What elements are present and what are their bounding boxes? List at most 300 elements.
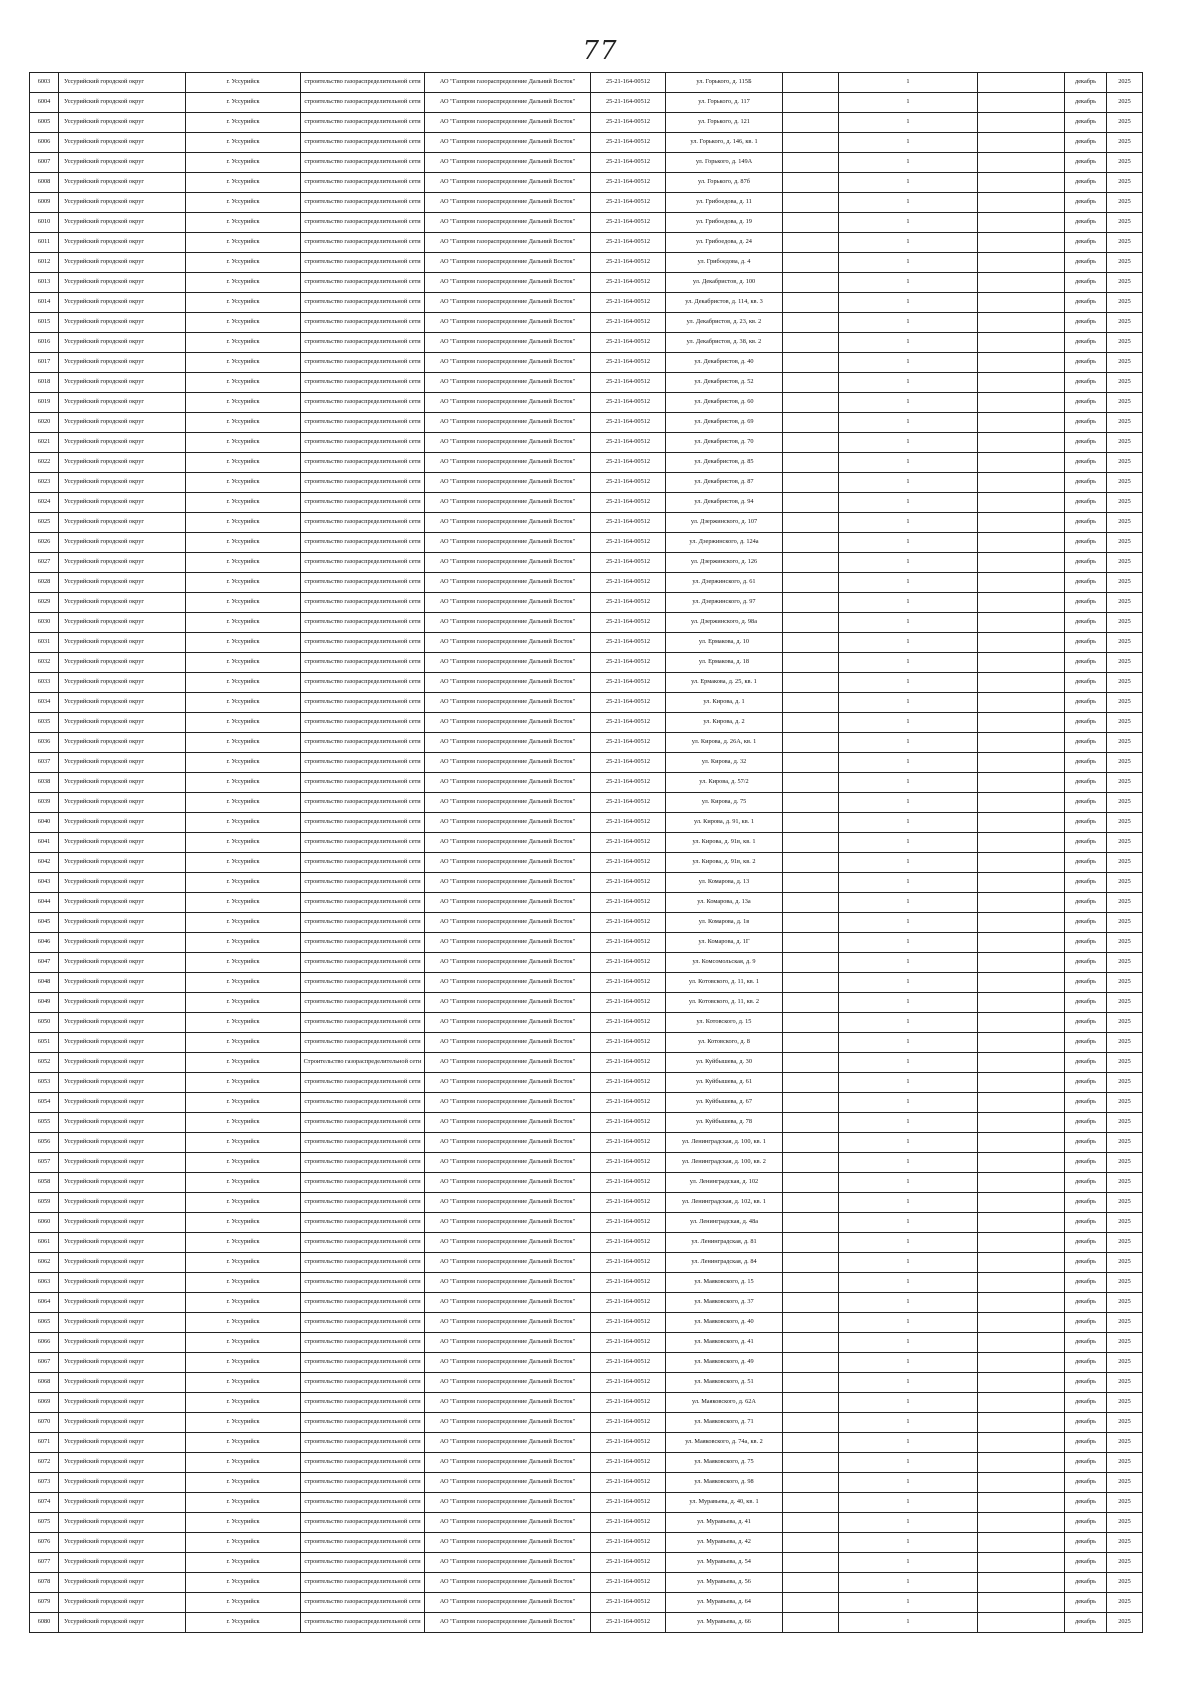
- row-number-cell: 6009: [30, 193, 59, 213]
- address-cell: ул. Куйбышева, д. 67: [666, 1093, 783, 1113]
- quantity-cell: 1: [839, 1213, 978, 1233]
- address-cell: ул. Ленинградская, д. 84: [666, 1253, 783, 1273]
- city-cell: г. Уссурийск: [186, 193, 301, 213]
- organization-cell: АО "Газпром газораспределение Дальний Восток": [425, 1133, 591, 1153]
- empty-cell: [978, 293, 1065, 313]
- city-cell: г. Уссурийск: [186, 493, 301, 513]
- empty-cell: [978, 533, 1065, 553]
- work-type-cell: строительство газораспределительной сети: [301, 473, 425, 493]
- table-row: [30, 453, 1143, 473]
- registry-code-cell: 25-21-164-00512: [591, 393, 666, 413]
- table-row: [30, 1313, 1143, 1333]
- city-cell: г. Уссурийск: [186, 653, 301, 673]
- empty-cell: [978, 1493, 1065, 1513]
- row-number-cell: 6032: [30, 653, 59, 673]
- city-cell: г. Уссурийск: [186, 933, 301, 953]
- year-cell: 2025: [1107, 1213, 1143, 1233]
- empty-cell: [978, 1553, 1065, 1573]
- work-type-cell: строительство газораспределительной сети: [301, 1493, 425, 1513]
- city-cell: г. Уссурийск: [186, 1433, 301, 1453]
- month-cell: декабрь: [1065, 333, 1107, 353]
- empty-cell: [978, 1573, 1065, 1593]
- organization-cell: АО "Газпром газораспределение Дальний Восток": [425, 1073, 591, 1093]
- month-cell: декабрь: [1065, 933, 1107, 953]
- empty-cell: [783, 813, 839, 833]
- month-cell: декабрь: [1065, 1313, 1107, 1333]
- month-cell: декабрь: [1065, 1593, 1107, 1613]
- empty-cell: [783, 373, 839, 393]
- row-number-cell: 6031: [30, 633, 59, 653]
- address-cell: ул. Куйбышева, д. 61: [666, 1073, 783, 1093]
- district-cell: Уссурийский городской округ: [59, 833, 186, 853]
- empty-cell: [978, 1193, 1065, 1213]
- district-cell: Уссурийский городской округ: [59, 1613, 186, 1633]
- quantity-cell: 1: [839, 893, 978, 913]
- row-number-cell: 6014: [30, 293, 59, 313]
- city-cell: г. Уссурийск: [186, 793, 301, 813]
- address-cell: ул. Комсомольская, д. 9: [666, 953, 783, 973]
- table-row: [30, 393, 1143, 413]
- table-row: [30, 253, 1143, 273]
- city-cell: г. Уссурийск: [186, 1593, 301, 1613]
- quantity-cell: 1: [839, 1353, 978, 1373]
- quantity-cell: 1: [839, 553, 978, 573]
- organization-cell: АО "Газпром газораспределение Дальний Восток": [425, 393, 591, 413]
- registry-code-cell: 25-21-164-00512: [591, 1593, 666, 1613]
- district-cell: Уссурийский городской округ: [59, 453, 186, 473]
- year-cell: 2025: [1107, 913, 1143, 933]
- address-cell: ул. Маяковского, д. 49: [666, 1353, 783, 1373]
- city-cell: г. Уссурийск: [186, 953, 301, 973]
- year-cell: 2025: [1107, 1313, 1143, 1333]
- row-number-cell: 6011: [30, 233, 59, 253]
- registry-code-cell: 25-21-164-00512: [591, 1433, 666, 1453]
- table-row: [30, 1413, 1143, 1433]
- work-type-cell: строительство газораспределительной сети: [301, 573, 425, 593]
- quantity-cell: 1: [839, 853, 978, 873]
- registry-code-cell: 25-21-164-00512: [591, 733, 666, 753]
- empty-cell: [978, 1233, 1065, 1253]
- empty-cell: [783, 833, 839, 853]
- work-type-cell: строительство газораспределительной сети: [301, 113, 425, 133]
- quantity-cell: 1: [839, 1293, 978, 1313]
- address-cell: ул. Дзержинского, д. 61: [666, 573, 783, 593]
- organization-cell: АО "Газпром газораспределение Дальний Восток": [425, 333, 591, 353]
- address-cell: ул. Декабристов, д. 38, кв. 2: [666, 333, 783, 353]
- table-row: [30, 953, 1143, 973]
- registry-code-cell: 25-21-164-00512: [591, 1493, 666, 1513]
- registry-code-cell: 25-21-164-00512: [591, 73, 666, 93]
- organization-cell: АО "Газпром газораспределение Дальний Восток": [425, 113, 591, 133]
- quantity-cell: 1: [839, 1413, 978, 1433]
- quantity-cell: 1: [839, 953, 978, 973]
- month-cell: декабрь: [1065, 233, 1107, 253]
- empty-cell: [978, 1373, 1065, 1393]
- empty-cell: [978, 893, 1065, 913]
- address-cell: ул. Ленинградская, д. 81: [666, 1233, 783, 1253]
- empty-cell: [978, 793, 1065, 813]
- table-row: [30, 213, 1143, 233]
- quantity-cell: 1: [839, 1173, 978, 1193]
- empty-cell: [978, 1613, 1065, 1633]
- row-number-cell: 6057: [30, 1153, 59, 1173]
- district-cell: Уссурийский городской округ: [59, 293, 186, 313]
- quantity-cell: 1: [839, 1553, 978, 1573]
- address-cell: ул. Кирова, д. 91, кв. 1: [666, 813, 783, 833]
- organization-cell: АО "Газпром газораспределение Дальний Восток": [425, 773, 591, 793]
- row-number-cell: 6071: [30, 1433, 59, 1453]
- month-cell: декабрь: [1065, 453, 1107, 473]
- work-type-cell: строительство газораспределительной сети: [301, 1033, 425, 1053]
- quantity-cell: 1: [839, 173, 978, 193]
- address-cell: ул. Кирова, д. 75: [666, 793, 783, 813]
- organization-cell: АО "Газпром газораспределение Дальний Восток": [425, 433, 591, 453]
- registry-code-cell: 25-21-164-00512: [591, 1133, 666, 1153]
- work-type-cell: строительство газораспределительной сети: [301, 493, 425, 513]
- month-cell: декабрь: [1065, 113, 1107, 133]
- address-cell: ул. Горького, д. 117: [666, 93, 783, 113]
- district-cell: Уссурийский городской округ: [59, 573, 186, 593]
- empty-cell: [978, 493, 1065, 513]
- month-cell: декабрь: [1065, 1013, 1107, 1033]
- registry-code-cell: 25-21-164-00512: [591, 1213, 666, 1233]
- table-row: [30, 973, 1143, 993]
- quantity-cell: 1: [839, 353, 978, 373]
- city-cell: г. Уссурийск: [186, 1273, 301, 1293]
- work-type-cell: строительство газораспределительной сети: [301, 233, 425, 253]
- work-type-cell: строительство газораспределительной сети: [301, 1233, 425, 1253]
- city-cell: г. Уссурийск: [186, 1053, 301, 1073]
- year-cell: 2025: [1107, 253, 1143, 273]
- month-cell: декабрь: [1065, 553, 1107, 573]
- address-cell: ул. Декабристов, д. 114, кв. 3: [666, 293, 783, 313]
- city-cell: г. Уссурийск: [186, 253, 301, 273]
- empty-cell: [978, 1093, 1065, 1113]
- district-cell: Уссурийский городской округ: [59, 1333, 186, 1353]
- registry-code-cell: 25-21-164-00512: [591, 493, 666, 513]
- registry-code-cell: 25-21-164-00512: [591, 1513, 666, 1533]
- year-cell: 2025: [1107, 1573, 1143, 1593]
- registry-code-cell: 25-21-164-00512: [591, 1553, 666, 1573]
- year-cell: 2025: [1107, 953, 1143, 973]
- organization-cell: АО "Газпром газораспределение Дальний Восток": [425, 673, 591, 693]
- empty-cell: [783, 1113, 839, 1133]
- row-number-cell: 6018: [30, 373, 59, 393]
- row-number-cell: 6010: [30, 213, 59, 233]
- registry-code-cell: 25-21-164-00512: [591, 653, 666, 673]
- district-cell: Уссурийский городской округ: [59, 1513, 186, 1533]
- year-cell: 2025: [1107, 1073, 1143, 1093]
- address-cell: ул. Ермакова, д. 18: [666, 653, 783, 673]
- empty-cell: [783, 1353, 839, 1373]
- empty-cell: [978, 553, 1065, 573]
- empty-cell: [783, 453, 839, 473]
- district-cell: Уссурийский городской округ: [59, 473, 186, 493]
- registry-code-cell: 25-21-164-00512: [591, 1253, 666, 1273]
- empty-cell: [978, 173, 1065, 193]
- year-cell: 2025: [1107, 1593, 1143, 1613]
- table-row: [30, 793, 1143, 813]
- empty-cell: [783, 733, 839, 753]
- table-row: [30, 1073, 1143, 1093]
- registry-code-cell: 25-21-164-00512: [591, 1173, 666, 1193]
- empty-cell: [783, 1453, 839, 1473]
- year-cell: 2025: [1107, 333, 1143, 353]
- city-cell: г. Уссурийск: [186, 293, 301, 313]
- table-row: [30, 193, 1143, 213]
- year-cell: 2025: [1107, 1293, 1143, 1313]
- year-cell: 2025: [1107, 853, 1143, 873]
- address-cell: ул. Кирова, д. 57/2: [666, 773, 783, 793]
- year-cell: 2025: [1107, 593, 1143, 613]
- work-type-cell: Строительство газораспределительной сети: [301, 1053, 425, 1073]
- quantity-cell: 1: [839, 1433, 978, 1453]
- table-row: [30, 913, 1143, 933]
- year-cell: 2025: [1107, 1033, 1143, 1053]
- row-number-cell: 6066: [30, 1333, 59, 1353]
- empty-cell: [978, 113, 1065, 133]
- month-cell: декабрь: [1065, 1273, 1107, 1293]
- address-cell: ул. Котовского, д. 15: [666, 1013, 783, 1033]
- organization-cell: АО "Газпром газораспределение Дальний Восток": [425, 653, 591, 673]
- year-cell: 2025: [1107, 893, 1143, 913]
- district-cell: Уссурийский городской округ: [59, 753, 186, 773]
- month-cell: декабрь: [1065, 493, 1107, 513]
- work-type-cell: строительство газораспределительной сети: [301, 713, 425, 733]
- quantity-cell: 1: [839, 873, 978, 893]
- registry-code-cell: 25-21-164-00512: [591, 1373, 666, 1393]
- month-cell: декабрь: [1065, 433, 1107, 453]
- month-cell: декабрь: [1065, 1133, 1107, 1153]
- city-cell: г. Уссурийск: [186, 733, 301, 753]
- empty-cell: [783, 953, 839, 973]
- organization-cell: АО "Газпром газораспределение Дальний Восток": [425, 1213, 591, 1233]
- row-number-cell: 6008: [30, 173, 59, 193]
- empty-cell: [783, 133, 839, 153]
- work-type-cell: строительство газораспределительной сети: [301, 1433, 425, 1453]
- city-cell: г. Уссурийск: [186, 1293, 301, 1313]
- registry-code-cell: 25-21-164-00512: [591, 713, 666, 733]
- month-cell: декабрь: [1065, 1533, 1107, 1553]
- empty-cell: [783, 1093, 839, 1113]
- work-type-cell: строительство газораспределительной сети: [301, 933, 425, 953]
- organization-cell: АО "Газпром газораспределение Дальний Восток": [425, 913, 591, 933]
- month-cell: декабрь: [1065, 193, 1107, 213]
- organization-cell: АО "Газпром газораспределение Дальний Восток": [425, 813, 591, 833]
- table-row: [30, 1213, 1143, 1233]
- district-cell: Уссурийский городской округ: [59, 333, 186, 353]
- registry-code-cell: 25-21-164-00512: [591, 1033, 666, 1053]
- empty-cell: [978, 673, 1065, 693]
- empty-cell: [978, 353, 1065, 373]
- city-cell: г. Уссурийск: [186, 133, 301, 153]
- empty-cell: [783, 973, 839, 993]
- city-cell: г. Уссурийск: [186, 1453, 301, 1473]
- quantity-cell: 1: [839, 213, 978, 233]
- row-number-cell: 6076: [30, 1533, 59, 1553]
- district-cell: Уссурийский городской округ: [59, 1093, 186, 1113]
- row-number-cell: 6052: [30, 1053, 59, 1073]
- empty-cell: [978, 1433, 1065, 1453]
- address-cell: ул. Грибоедова, д. 11: [666, 193, 783, 213]
- quantity-cell: 1: [839, 473, 978, 493]
- empty-cell: [978, 1393, 1065, 1413]
- empty-cell: [783, 753, 839, 773]
- registry-code-cell: 25-21-164-00512: [591, 993, 666, 1013]
- empty-cell: [783, 873, 839, 893]
- city-cell: г. Уссурийск: [186, 913, 301, 933]
- address-cell: ул. Дзержинского, д. 107: [666, 513, 783, 533]
- quantity-cell: 1: [839, 813, 978, 833]
- table-row: [30, 313, 1143, 333]
- address-cell: ул. Кирова, д. 1: [666, 693, 783, 713]
- organization-cell: АО "Газпром газораспределение Дальний Восток": [425, 1453, 591, 1473]
- district-cell: Уссурийский городской округ: [59, 1053, 186, 1073]
- year-cell: 2025: [1107, 873, 1143, 893]
- address-cell: ул. Маяковского, д. 75: [666, 1453, 783, 1473]
- row-number-cell: 6047: [30, 953, 59, 973]
- organization-cell: АО "Газпром газораспределение Дальний Восток": [425, 293, 591, 313]
- city-cell: г. Уссурийск: [186, 1373, 301, 1393]
- table-row: [30, 1293, 1143, 1313]
- organization-cell: АО "Газпром газораспределение Дальний Восток": [425, 753, 591, 773]
- month-cell: декабрь: [1065, 253, 1107, 273]
- year-cell: 2025: [1107, 433, 1143, 453]
- quantity-cell: 1: [839, 1573, 978, 1593]
- quantity-cell: 1: [839, 1453, 978, 1473]
- quantity-cell: 1: [839, 1153, 978, 1173]
- empty-cell: [978, 233, 1065, 253]
- district-cell: Уссурийский городской округ: [59, 713, 186, 733]
- empty-cell: [978, 973, 1065, 993]
- address-cell: ул. Грибоедова, д. 4: [666, 253, 783, 273]
- address-cell: ул. Комарова, д. 13а: [666, 893, 783, 913]
- row-number-cell: 6030: [30, 613, 59, 633]
- address-cell: ул. Дзержинского, д. 97: [666, 593, 783, 613]
- organization-cell: АО "Газпром газораспределение Дальний Восток": [425, 1113, 591, 1133]
- district-cell: Уссурийский городской округ: [59, 593, 186, 613]
- registry-code-cell: 25-21-164-00512: [591, 293, 666, 313]
- work-type-cell: строительство газораспределительной сети: [301, 793, 425, 813]
- address-cell: ул. Муравьева, д. 66: [666, 1613, 783, 1633]
- district-cell: Уссурийский городской округ: [59, 1133, 186, 1153]
- row-number-cell: 6020: [30, 413, 59, 433]
- table-row: [30, 1053, 1143, 1073]
- empty-cell: [978, 953, 1065, 973]
- organization-cell: АО "Газпром газораспределение Дальний Восток": [425, 1293, 591, 1313]
- district-cell: Уссурийский городской округ: [59, 853, 186, 873]
- year-cell: 2025: [1107, 1233, 1143, 1253]
- address-cell: ул. Декабристов, д. 40: [666, 353, 783, 373]
- organization-cell: АО "Газпром газораспределение Дальний Восток": [425, 1393, 591, 1413]
- month-cell: декабрь: [1065, 1253, 1107, 1273]
- table-row: [30, 993, 1143, 1013]
- city-cell: г. Уссурийск: [186, 173, 301, 193]
- table-row: [30, 1193, 1143, 1213]
- work-type-cell: строительство газораспределительной сети: [301, 1613, 425, 1633]
- district-cell: Уссурийский городской округ: [59, 133, 186, 153]
- work-type-cell: строительство газораспределительной сети: [301, 1313, 425, 1333]
- empty-cell: [783, 493, 839, 513]
- address-cell: ул. Декабристов, д. 23, кв. 2: [666, 313, 783, 333]
- registry-code-cell: 25-21-164-00512: [591, 1453, 666, 1473]
- city-cell: г. Уссурийск: [186, 1073, 301, 1093]
- row-number-cell: 6036: [30, 733, 59, 753]
- address-cell: ул. Муравьева, д. 64: [666, 1593, 783, 1613]
- empty-cell: [783, 1313, 839, 1333]
- district-cell: Уссурийский городской округ: [59, 373, 186, 393]
- district-cell: Уссурийский городской округ: [59, 1313, 186, 1333]
- row-number-cell: 6021: [30, 433, 59, 453]
- district-cell: Уссурийский городской округ: [59, 1173, 186, 1193]
- city-cell: г. Уссурийск: [186, 1493, 301, 1513]
- table-row: [30, 273, 1143, 293]
- empty-cell: [783, 1613, 839, 1633]
- registry-code-cell: 25-21-164-00512: [591, 353, 666, 373]
- table-row: [30, 733, 1143, 753]
- month-cell: декабрь: [1065, 73, 1107, 93]
- quantity-cell: 1: [839, 773, 978, 793]
- registry-code-cell: 25-21-164-00512: [591, 513, 666, 533]
- quantity-cell: 1: [839, 1113, 978, 1133]
- year-cell: 2025: [1107, 773, 1143, 793]
- registry-code-cell: 25-21-164-00512: [591, 673, 666, 693]
- table-row: [30, 673, 1143, 693]
- registry-code-cell: 25-21-164-00512: [591, 473, 666, 493]
- quantity-cell: 1: [839, 593, 978, 613]
- district-cell: Уссурийский городской округ: [59, 1253, 186, 1273]
- empty-cell: [783, 593, 839, 613]
- month-cell: декабрь: [1065, 573, 1107, 593]
- row-number-cell: 6050: [30, 1013, 59, 1033]
- organization-cell: АО "Газпром газораспределение Дальний Восток": [425, 593, 591, 613]
- registry-code-cell: 25-21-164-00512: [591, 1053, 666, 1073]
- work-type-cell: строительство газораспределительной сети: [301, 313, 425, 333]
- row-number-cell: 6064: [30, 1293, 59, 1313]
- quantity-cell: 1: [839, 1093, 978, 1113]
- district-cell: Уссурийский городской округ: [59, 1293, 186, 1313]
- organization-cell: АО "Газпром газораспределение Дальний Восток": [425, 993, 591, 1013]
- organization-cell: АО "Газпром газораспределение Дальний Восток": [425, 1573, 591, 1593]
- registry-code-cell: 25-21-164-00512: [591, 333, 666, 353]
- row-number-cell: 6017: [30, 353, 59, 373]
- registry-code-cell: 25-21-164-00512: [591, 453, 666, 473]
- work-type-cell: строительство газораспределительной сети: [301, 1213, 425, 1233]
- row-number-cell: 6058: [30, 1173, 59, 1193]
- registry-code-cell: 25-21-164-00512: [591, 933, 666, 953]
- organization-cell: АО "Газпром газораспределение Дальний Восток": [425, 173, 591, 193]
- empty-cell: [978, 993, 1065, 1013]
- empty-cell: [978, 573, 1065, 593]
- city-cell: г. Уссурийск: [186, 1533, 301, 1553]
- empty-cell: [783, 993, 839, 1013]
- quantity-cell: 1: [839, 1333, 978, 1353]
- address-cell: ул. Ленинградская, д. 100, кв. 1: [666, 1133, 783, 1153]
- empty-cell: [978, 613, 1065, 633]
- address-cell: ул. Дзержинского, д. 124а: [666, 533, 783, 553]
- registry-code-cell: 25-21-164-00512: [591, 593, 666, 613]
- table-row: [30, 173, 1143, 193]
- empty-cell: [783, 1373, 839, 1393]
- organization-cell: АО "Газпром газораспределение Дальний Восток": [425, 633, 591, 653]
- registry-code-cell: 25-21-164-00512: [591, 1013, 666, 1033]
- month-cell: декабрь: [1065, 613, 1107, 633]
- year-cell: 2025: [1107, 213, 1143, 233]
- empty-cell: [978, 193, 1065, 213]
- city-cell: г. Уссурийск: [186, 973, 301, 993]
- city-cell: г. Уссурийск: [186, 1473, 301, 1493]
- year-cell: 2025: [1107, 1253, 1143, 1273]
